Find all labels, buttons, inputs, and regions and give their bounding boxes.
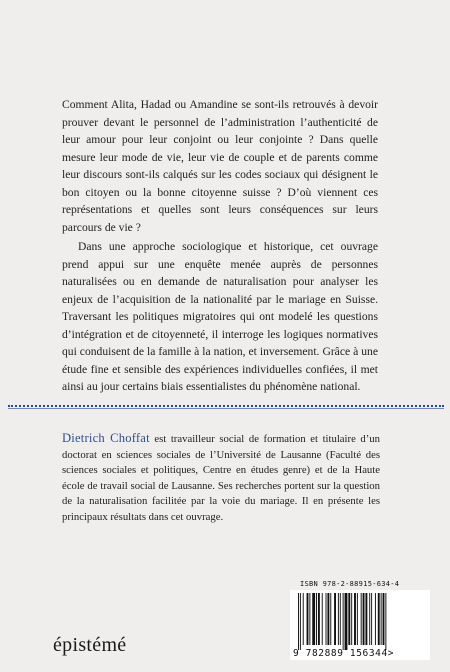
blurb-paragraph-2: Dans une approche sociologique et historique, cet ouvrage prend appui sur une enquête menée auprès de personnes naturalisées ou en demande de naturalisation pour analyser les enjeux de l’acquisition de la nationalité par le mariage en Suisse. Traversant les politiques migratoires qui ont modelé les questions d’intégration et de citoyenneté, il interroge les logiques normatives qui conduisent de la famille à la nation, et inversement. Grâce à une étude fine et sensible des expériences individuelles confiées, il met ainsi au jour certains biais essentialistes du phénomène national.	[62, 240, 378, 393]
barcode-bar	[363, 593, 365, 645]
barcode-bar	[354, 593, 356, 645]
barcode-bar	[307, 593, 309, 645]
barcode-bar	[303, 593, 304, 645]
barcode-digits	[293, 648, 394, 659]
barcode-bar	[312, 593, 315, 645]
barcode-bar	[369, 593, 370, 645]
barcode-bar	[298, 593, 299, 650]
barcode-bar	[330, 593, 331, 645]
barcode-bar	[351, 593, 352, 645]
barcode-bar	[371, 593, 372, 645]
barcode-bars	[298, 593, 422, 651]
barcode-bar	[318, 593, 320, 645]
barcode-bar	[322, 593, 323, 645]
barcode-bar	[316, 593, 317, 645]
barcode-bar	[375, 593, 376, 645]
barcode-bar	[309, 593, 310, 645]
barcode-bar	[338, 593, 339, 645]
dotted-divider	[8, 405, 444, 407]
barcode-bar	[345, 593, 348, 650]
barcode-bar	[300, 593, 301, 650]
barcode-number: 9 782889 156344	[293, 648, 388, 659]
author-bio	[62, 431, 380, 526]
author-bio-text: est travailleur social de formation et titulaire d’un doctorat en sciences sociales de l’Université de Lausanne (Faculté des sciences sociales et politiques, Centre en études genre) et de la Haute école de travail social de Lausanne. Ses recherches portent sur la question de la naturalisation facilitée par la voie du mariage. Il en présente les principaux résultats dans cet ouvrage.	[62, 433, 380, 523]
barcode-bar	[343, 593, 344, 650]
isbn-label: ISBN 978-2-88915-634-4	[300, 580, 400, 588]
barcode-bar	[340, 593, 341, 645]
barcode-bar	[327, 593, 329, 645]
barcode	[290, 590, 430, 660]
barcode-bar	[378, 593, 380, 645]
barcode-bar	[326, 593, 327, 645]
barcode-bar	[334, 593, 336, 645]
barcode-end-mark: >	[387, 648, 395, 659]
publisher-logo: épistémé	[53, 634, 127, 656]
blurb-paragraph-1: Comment Alita, Hadad ou Amandine se sont-ils retrouvés à devoir prouver devant le personnel de l’administration l’authenticité de leur amour pour leur conjoint ou leur conjointe ? Dans quelle mesure leur mode de vie, leur vie de couple et de parents comme leur discours sont-ils calqués sur les codes sociaux qui désignent le bon citoyen ou la bonne citoyenne suisse ? D’où viennent ces représentations et quelles sont leurs conséquences sur leurs parcours de vie ?	[62, 98, 378, 234]
barcode-bar	[348, 593, 350, 645]
barcode-bar	[381, 593, 382, 645]
author-name: Dietrich Choffat	[62, 431, 150, 445]
solid-divider	[8, 408, 444, 409]
barcode-bar	[385, 593, 386, 650]
barcode-bar	[361, 593, 362, 645]
back-cover-blurb	[62, 96, 378, 396]
barcode-bar	[383, 593, 385, 645]
barcode-bar	[365, 593, 367, 645]
barcode-bar	[357, 593, 358, 645]
